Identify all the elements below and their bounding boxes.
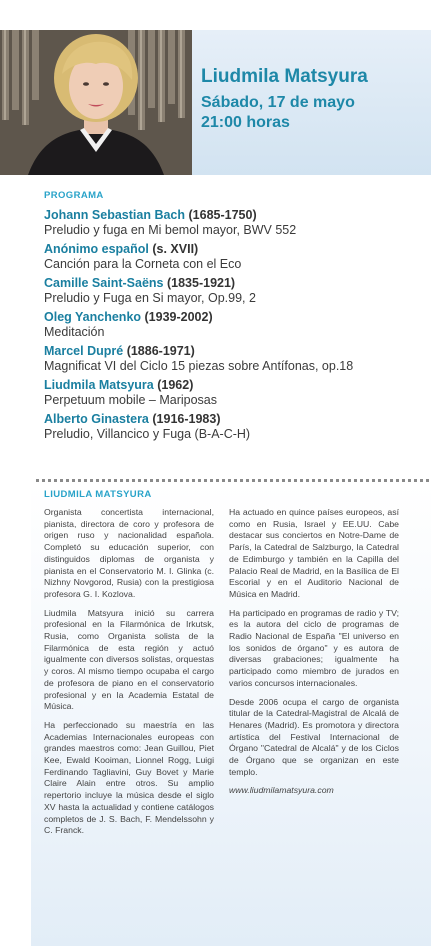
bio-paragraph: Ha perfeccionado su maestría en las Academias Internacionales europeas con grandes maestros como: Jean Guillou, Piet Kee, Ewald Kooiman, Lionnel Rogg, Luigi Ferdinando Tagliavini, Guy Bovet y Marie Claire Alain entre otros. Su amplio repertorio incluye la música desde el siglo XV hasta la actualidad y contiene catálogos completos de J. S. Bach, F. Mendelssohn y C. Franck. (44, 719, 214, 836)
composer-years: (1835-1921) (166, 276, 236, 290)
composer-name: Anónimo español (44, 242, 149, 256)
work-title: Preludio y Fuga en Si mayor, Op.99, 2 (44, 291, 256, 305)
composer-name: Johann Sebastian Bach (44, 208, 186, 222)
program-item (44, 344, 424, 374)
biography-column-left (44, 507, 214, 844)
dotted-divider (36, 479, 429, 482)
composer-years: (1939-2002) (144, 310, 213, 324)
biography-column-right (229, 507, 399, 804)
bio-paragraph: Organista concertista internacional, pianista, directora de coro y profesora de origen ruso y nacionalidad española. Completó su educación superior, con distinguidos diplomas de organista y pianista en el Conservatorio M. I. Glinka (c. Nizhny Novgorod, Rusia) con la prestigiosa profesora G. I. Kozlova. (44, 507, 214, 599)
portrait-image (0, 30, 192, 175)
work-title: Canción para la Corneta con el Eco (44, 257, 242, 271)
composer-name: Marcel Dupré (44, 344, 124, 358)
website-link[interactable]: www.liudmilamatsyura.com (229, 785, 334, 796)
performer-photo (0, 30, 192, 175)
header (0, 0, 431, 175)
program-item (44, 276, 424, 306)
program-item (44, 378, 424, 408)
program-item (44, 242, 424, 272)
composer-years: (1916-1983) (152, 412, 221, 426)
biography-heading: LIUDMILA MATSYURA (44, 489, 152, 500)
composer-name: Liudmila Matsyura (44, 378, 154, 392)
bio-paragraph: Desde 2006 ocupa el cargo de organista titular de la Catedral-Magistral de Alcalá de Henares (Madrid). Es promotora y directora artística del Festival Internacional de Órgano "Catedral de Alcalá" y de los Ciclos de Órgano que se organizan en este templo. (229, 696, 399, 777)
composer-name: Oleg Yanchenko (44, 310, 142, 324)
program-item (44, 208, 424, 238)
bio-paragraph: Liudmila Matsyura inició su carrera profesional en la Filarmónica de Irkutsk, Rusia, como Organista solista de la Filarmónica de esta región y actuó igualmente con diversos solistas, orquestas y coros. Al mismo tiempo ocupaba el cargo de profesora de piano en el conservatorio profesional y en la Academia Estatal de Música. (44, 607, 214, 712)
concert-date: Sábado, 17 de mayo (201, 94, 355, 111)
concert-time: 21:00 horas (201, 114, 290, 131)
composer-name: Alberto Ginastera (44, 412, 149, 426)
composer-years: (1685-1750) (188, 208, 257, 222)
performer-name: Liudmila Matsyura (201, 66, 368, 87)
program-item (44, 412, 424, 442)
composer-name: Camille Saint-Saëns (44, 276, 164, 290)
work-title: Preludio y fuga en Mi bemol mayor, BWV 552 (44, 223, 297, 237)
work-title: Meditación (44, 325, 105, 339)
bio-paragraph: Ha participado en programas de radio y TV; es la autora del ciclo de programas de Radio Nacional de España "El universo en los sonidos de órgano" y es autora de diversas grabaciones; igualmente ha participado como miembro de jurados en varios concursos internacionales. (229, 607, 399, 688)
work-title: Perpetuum mobile – Mariposas (44, 393, 217, 407)
program-heading: PROGRAMA (44, 190, 104, 201)
composer-years: (s. XVII) (152, 242, 199, 256)
bio-paragraph: Ha actuado en quince países europeos, así como en Rusia, Israel y EE.UU. Cabe destacar sus conciertos en Notre-Dame de París, la Catedral de Salzburgo, la Catedral de Edimburgo y también en la Capilla del Palacio Real de Madrid, en la Basílica de El Escorial y en el Auditorio Nacional de Música en Madrid. (229, 507, 399, 599)
composer-years: (1886-1971) (126, 344, 195, 358)
program-section (44, 190, 424, 446)
composer-years: (1962) (157, 378, 194, 392)
work-title: Magnificat VI del Ciclo 15 piezas sobre Antífonas, op.18 (44, 359, 354, 373)
program-item (44, 310, 424, 340)
work-title: Preludio, Villancico y Fuga (B-A-C-H) (44, 427, 251, 441)
